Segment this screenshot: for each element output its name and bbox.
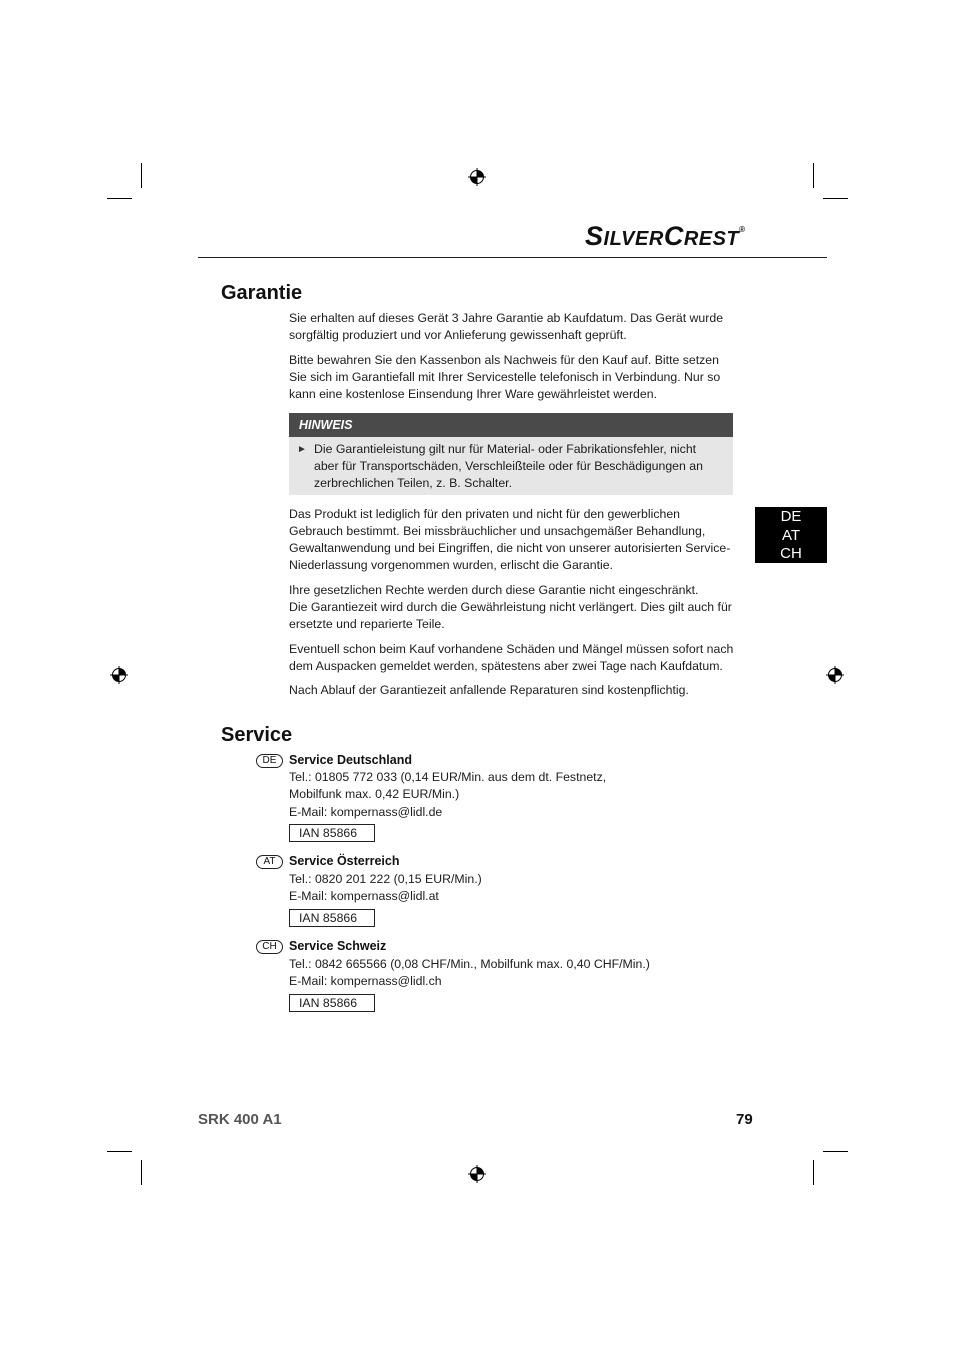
registration-mark-icon bbox=[826, 666, 844, 684]
bullet-arrow-icon: ► bbox=[297, 444, 307, 455]
trademark-symbol: ® bbox=[739, 225, 746, 234]
service-phone-de-mobile: Mobilfunk max. 0,42 EUR/Min.) bbox=[289, 787, 460, 801]
crop-mark bbox=[813, 163, 814, 188]
crop-mark bbox=[141, 163, 142, 188]
crop-mark bbox=[107, 1151, 132, 1152]
garantie-paragraph: Die Garantiezeit wird durch die Gewährleistung nicht verlängert. Dies gilt auch für ersetzte und reparierte Teile. bbox=[289, 600, 732, 631]
garantie-paragraph: Das Produkt ist lediglich für den privaten und nicht für den gewerblichen Gebrauch bestimmt. Bei missbräuchlicher und unsachgemäßer Behandlung, Gewaltanwendung und bei Eingriffen, die nicht von unserer autorisierten Service-Niederlassung vorgenommen wurden, erlischt die Garantie. bbox=[289, 507, 731, 572]
service-title-ch: Service Schweiz bbox=[289, 939, 387, 953]
garantie-paragraph: Sie erhalten auf dieses Gerät 3 Jahre Garantie ab Kaufdatum. Das Gerät wurde sorgfältig produziert und vor Anlieferung gewissenhaft geprüft. bbox=[289, 311, 724, 342]
ian-box: IAN 85866 bbox=[289, 909, 375, 927]
registration-mark-icon bbox=[468, 1165, 486, 1183]
country-badge-de: DE bbox=[256, 754, 283, 768]
ian-box: IAN 85866 bbox=[289, 824, 375, 842]
service-email-de: E-Mail: kompernass@lidl.de bbox=[289, 805, 443, 819]
garantie-paragraph: Nach Ablauf der Garantiezeit anfallende Reparaturen sind kostenpflichtig. bbox=[289, 683, 689, 697]
crop-mark bbox=[823, 1151, 848, 1152]
crop-mark bbox=[107, 198, 132, 199]
service-phone-ch: Tel.: 0842 665566 (0,08 CHF/Min., Mobilfunk max. 0,40 CHF/Min.) bbox=[289, 957, 650, 971]
service-title-at: Service Österreich bbox=[289, 854, 400, 868]
service-phone-de: Tel.: 01805 772 033 (0,14 EUR/Min. aus dem dt. Festnetz, bbox=[289, 770, 607, 784]
logo-letter: S bbox=[585, 221, 604, 251]
hinweis-text: Die Garantieleistung gilt nur für Material- oder Fabrikationsfehler, nicht aber für Transportschäden, Verschleißteile oder für Beschädigungen an zerbrechlichen Teilen, z. B. Schalter. bbox=[314, 442, 703, 490]
lang-code: AT bbox=[781, 526, 801, 544]
crop-mark bbox=[813, 1160, 814, 1185]
garantie-paragraph: Bitte bewahren Sie den Kassenbon als Nachweis für den Kauf auf. Bitte setzen Sie sich im Garantiefall mit Ihrer Servicestelle telefonisch in Verbindung. Nur so kann eine kostenlose Einsendung Ihrer Ware gewährleistet werden. bbox=[289, 353, 721, 401]
crop-mark bbox=[823, 198, 848, 199]
garantie-heading: Garantie bbox=[221, 282, 303, 304]
registration-mark-icon bbox=[468, 168, 486, 186]
footer-model: SRK 400 A1 bbox=[198, 1111, 282, 1128]
logo-letters: REST bbox=[683, 228, 740, 250]
country-badge-ch: CH bbox=[256, 940, 283, 954]
service-heading: Service bbox=[221, 724, 293, 746]
country-badge-at: AT bbox=[256, 855, 283, 869]
silvercrest-logo bbox=[585, 221, 751, 251]
ian-box: IAN 85866 bbox=[289, 994, 375, 1012]
garantie-paragraph: Ihre gesetzlichen Rechte werden durch diese Garantie nicht eingeschränkt. bbox=[289, 583, 699, 597]
registration-mark-icon bbox=[110, 666, 128, 684]
lang-code: CH bbox=[780, 545, 802, 562]
service-email-ch: E-Mail: kompernass@lidl.ch bbox=[289, 974, 442, 988]
hinweis-header: HINWEIS bbox=[289, 413, 733, 437]
service-email-at: E-Mail: kompernass@lidl.at bbox=[289, 889, 439, 903]
service-phone-at: Tel.: 0820 201 222 (0,15 EUR/Min.) bbox=[289, 872, 482, 886]
crop-mark bbox=[141, 1160, 142, 1185]
lang-code: DE bbox=[780, 508, 802, 525]
garantie-paragraph: Eventuell schon beim Kauf vorhandene Schäden und Mängel müssen sofort nach dem Auspacken gemeldet werden, spätestens aber zwei Tage nach Kaufdatum. bbox=[289, 642, 734, 673]
page-number: 79 bbox=[736, 1111, 753, 1128]
language-tab bbox=[755, 507, 827, 563]
logo-letters: ILVER bbox=[603, 228, 664, 250]
logo-letter: C bbox=[663, 221, 684, 251]
service-title-de: Service Deutschland bbox=[289, 753, 412, 767]
header-rule bbox=[198, 257, 827, 258]
